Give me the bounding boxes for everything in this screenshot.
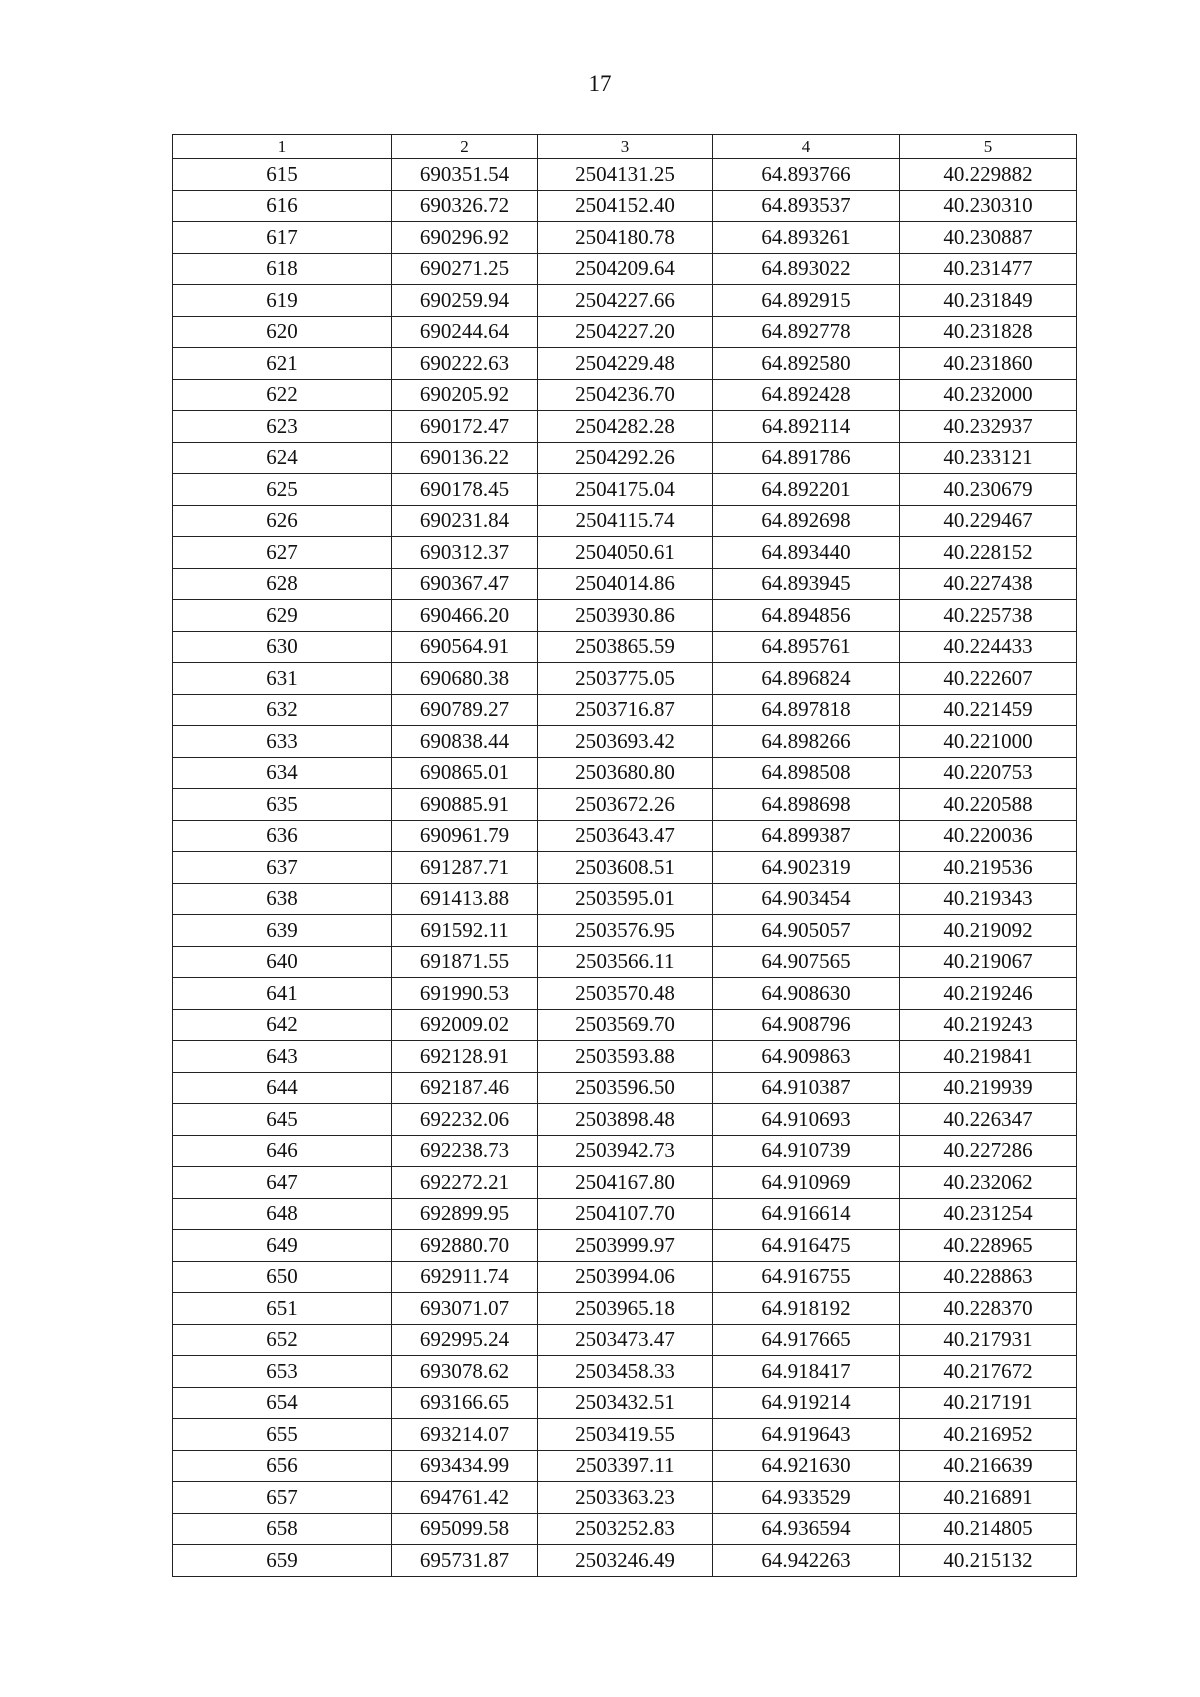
point-number-cell: 636 <box>173 820 392 852</box>
x-coordinate-cell: 692911.74 <box>392 1261 538 1293</box>
x-coordinate-cell: 690296.92 <box>392 222 538 254</box>
longitude-cell: 40.220753 <box>900 757 1077 789</box>
table-row <box>173 1450 1077 1482</box>
table-row <box>173 726 1077 758</box>
longitude-cell: 40.230679 <box>900 474 1077 506</box>
longitude-cell: 40.219343 <box>900 883 1077 915</box>
longitude-cell: 40.231477 <box>900 253 1077 285</box>
latitude-cell: 64.921630 <box>713 1450 900 1482</box>
point-number-cell: 617 <box>173 222 392 254</box>
x-coordinate-cell: 693071.07 <box>392 1293 538 1325</box>
longitude-cell: 40.221000 <box>900 726 1077 758</box>
y-coordinate-cell: 2503569.70 <box>538 1009 713 1041</box>
longitude-cell: 40.214805 <box>900 1513 1077 1545</box>
coordinates-table <box>172 134 1077 1577</box>
latitude-cell: 64.893945 <box>713 568 900 600</box>
longitude-cell: 40.217931 <box>900 1324 1077 1356</box>
point-number-cell: 639 <box>173 915 392 947</box>
latitude-cell: 64.933529 <box>713 1482 900 1514</box>
y-coordinate-cell: 2503608.51 <box>538 852 713 884</box>
y-coordinate-cell: 2503643.47 <box>538 820 713 852</box>
y-coordinate-cell: 2503680.80 <box>538 757 713 789</box>
latitude-cell: 64.891786 <box>713 442 900 474</box>
y-coordinate-cell: 2503693.42 <box>538 726 713 758</box>
longitude-cell: 40.216952 <box>900 1419 1077 1451</box>
latitude-cell: 64.892201 <box>713 474 900 506</box>
longitude-cell: 40.225738 <box>900 600 1077 632</box>
table-row <box>173 663 1077 695</box>
latitude-cell: 64.910693 <box>713 1104 900 1136</box>
y-coordinate-cell: 2504180.78 <box>538 222 713 254</box>
point-number-cell: 647 <box>173 1167 392 1199</box>
table-row <box>173 1387 1077 1419</box>
x-coordinate-cell: 693434.99 <box>392 1450 538 1482</box>
longitude-cell: 40.219246 <box>900 978 1077 1010</box>
latitude-cell: 64.916475 <box>713 1230 900 1262</box>
point-number-cell: 643 <box>173 1041 392 1073</box>
x-coordinate-cell: 691592.11 <box>392 915 538 947</box>
column-header-2: 2 <box>392 135 538 159</box>
longitude-cell: 40.217672 <box>900 1356 1077 1388</box>
point-number-cell: 658 <box>173 1513 392 1545</box>
y-coordinate-cell: 2503363.23 <box>538 1482 713 1514</box>
latitude-cell: 64.903454 <box>713 883 900 915</box>
point-number-cell: 659 <box>173 1545 392 1577</box>
y-coordinate-cell: 2503965.18 <box>538 1293 713 1325</box>
point-number-cell: 635 <box>173 789 392 821</box>
point-number-cell: 641 <box>173 978 392 1010</box>
table-row <box>173 379 1077 411</box>
x-coordinate-cell: 690789.27 <box>392 694 538 726</box>
longitude-cell: 40.219841 <box>900 1041 1077 1073</box>
latitude-cell: 64.936594 <box>713 1513 900 1545</box>
point-number-cell: 637 <box>173 852 392 884</box>
longitude-cell: 40.216891 <box>900 1482 1077 1514</box>
point-number-cell: 632 <box>173 694 392 726</box>
x-coordinate-cell: 692238.73 <box>392 1135 538 1167</box>
table-row <box>173 1135 1077 1167</box>
column-header-5: 5 <box>900 135 1077 159</box>
point-number-cell: 624 <box>173 442 392 474</box>
point-number-cell: 630 <box>173 631 392 663</box>
latitude-cell: 64.916755 <box>713 1261 900 1293</box>
x-coordinate-cell: 695099.58 <box>392 1513 538 1545</box>
y-coordinate-cell: 2503570.48 <box>538 978 713 1010</box>
longitude-cell: 40.230887 <box>900 222 1077 254</box>
longitude-cell: 40.224433 <box>900 631 1077 663</box>
latitude-cell: 64.892778 <box>713 316 900 348</box>
longitude-cell: 40.227438 <box>900 568 1077 600</box>
y-coordinate-cell: 2503672.26 <box>538 789 713 821</box>
latitude-cell: 64.909863 <box>713 1041 900 1073</box>
table-row <box>173 1230 1077 1262</box>
point-number-cell: 615 <box>173 159 392 191</box>
longitude-cell: 40.219092 <box>900 915 1077 947</box>
point-number-cell: 625 <box>173 474 392 506</box>
latitude-cell: 64.892580 <box>713 348 900 380</box>
table-row <box>173 1198 1077 1230</box>
x-coordinate-cell: 690244.64 <box>392 316 538 348</box>
y-coordinate-cell: 2504229.48 <box>538 348 713 380</box>
table-row <box>173 978 1077 1010</box>
x-coordinate-cell: 691287.71 <box>392 852 538 884</box>
table-row <box>173 915 1077 947</box>
point-number-cell: 633 <box>173 726 392 758</box>
x-coordinate-cell: 690961.79 <box>392 820 538 852</box>
longitude-cell: 40.231849 <box>900 285 1077 317</box>
x-coordinate-cell: 690885.91 <box>392 789 538 821</box>
point-number-cell: 656 <box>173 1450 392 1482</box>
y-coordinate-cell: 2503473.47 <box>538 1324 713 1356</box>
table-row <box>173 946 1077 978</box>
x-coordinate-cell: 690172.47 <box>392 411 538 443</box>
y-coordinate-cell: 2503566.11 <box>538 946 713 978</box>
x-coordinate-cell: 692187.46 <box>392 1072 538 1104</box>
point-number-cell: 618 <box>173 253 392 285</box>
x-coordinate-cell: 692899.95 <box>392 1198 538 1230</box>
table-row <box>173 631 1077 663</box>
table-row <box>173 789 1077 821</box>
table-row <box>173 600 1077 632</box>
longitude-cell: 40.227286 <box>900 1135 1077 1167</box>
latitude-cell: 64.919643 <box>713 1419 900 1451</box>
point-number-cell: 653 <box>173 1356 392 1388</box>
table-row <box>173 316 1077 348</box>
point-number-cell: 646 <box>173 1135 392 1167</box>
point-number-cell: 629 <box>173 600 392 632</box>
x-coordinate-cell: 690466.20 <box>392 600 538 632</box>
x-coordinate-cell: 690205.92 <box>392 379 538 411</box>
latitude-cell: 64.910969 <box>713 1167 900 1199</box>
column-header-1: 1 <box>173 135 392 159</box>
point-number-cell: 642 <box>173 1009 392 1041</box>
x-coordinate-cell: 690312.37 <box>392 537 538 569</box>
x-coordinate-cell: 692009.02 <box>392 1009 538 1041</box>
x-coordinate-cell: 693166.65 <box>392 1387 538 1419</box>
y-coordinate-cell: 2504227.66 <box>538 285 713 317</box>
table-row <box>173 1041 1077 1073</box>
x-coordinate-cell: 693214.07 <box>392 1419 538 1451</box>
x-coordinate-cell: 695731.87 <box>392 1545 538 1577</box>
y-coordinate-cell: 2504014.86 <box>538 568 713 600</box>
latitude-cell: 64.892915 <box>713 285 900 317</box>
longitude-cell: 40.217191 <box>900 1387 1077 1419</box>
latitude-cell: 64.893261 <box>713 222 900 254</box>
table-body <box>173 159 1077 1577</box>
latitude-cell: 64.910739 <box>713 1135 900 1167</box>
point-number-cell: 616 <box>173 190 392 222</box>
point-number-cell: 655 <box>173 1419 392 1451</box>
latitude-cell: 64.893440 <box>713 537 900 569</box>
table-row <box>173 883 1077 915</box>
longitude-cell: 40.228965 <box>900 1230 1077 1262</box>
longitude-cell: 40.228863 <box>900 1261 1077 1293</box>
latitude-cell: 64.918192 <box>713 1293 900 1325</box>
longitude-cell: 40.228152 <box>900 537 1077 569</box>
y-coordinate-cell: 2503930.86 <box>538 600 713 632</box>
latitude-cell: 64.905057 <box>713 915 900 947</box>
table-row <box>173 1009 1077 1041</box>
y-coordinate-cell: 2503252.83 <box>538 1513 713 1545</box>
longitude-cell: 40.219536 <box>900 852 1077 884</box>
longitude-cell: 40.231254 <box>900 1198 1077 1230</box>
longitude-cell: 40.222607 <box>900 663 1077 695</box>
table-row <box>173 411 1077 443</box>
latitude-cell: 64.892428 <box>713 379 900 411</box>
point-number-cell: 648 <box>173 1198 392 1230</box>
table-row <box>173 537 1077 569</box>
point-number-cell: 654 <box>173 1387 392 1419</box>
y-coordinate-cell: 2504050.61 <box>538 537 713 569</box>
latitude-cell: 64.893022 <box>713 253 900 285</box>
y-coordinate-cell: 2503596.50 <box>538 1072 713 1104</box>
latitude-cell: 64.899387 <box>713 820 900 852</box>
point-number-cell: 626 <box>173 505 392 537</box>
x-coordinate-cell: 690838.44 <box>392 726 538 758</box>
longitude-cell: 40.215132 <box>900 1545 1077 1577</box>
latitude-cell: 64.897818 <box>713 694 900 726</box>
y-coordinate-cell: 2503246.49 <box>538 1545 713 1577</box>
table-row <box>173 1419 1077 1451</box>
table-row <box>173 1324 1077 1356</box>
point-number-cell: 628 <box>173 568 392 600</box>
y-coordinate-cell: 2503595.01 <box>538 883 713 915</box>
table-row <box>173 1545 1077 1577</box>
x-coordinate-cell: 691413.88 <box>392 883 538 915</box>
longitude-cell: 40.226347 <box>900 1104 1077 1136</box>
page-number: 17 <box>588 71 612 96</box>
y-coordinate-cell: 2504131.25 <box>538 159 713 191</box>
point-number-cell: 652 <box>173 1324 392 1356</box>
latitude-cell: 64.892114 <box>713 411 900 443</box>
table-row <box>173 348 1077 380</box>
table-row <box>173 222 1077 254</box>
latitude-cell: 64.917665 <box>713 1324 900 1356</box>
latitude-cell: 64.908630 <box>713 978 900 1010</box>
latitude-cell: 64.893537 <box>713 190 900 222</box>
point-number-cell: 657 <box>173 1482 392 1514</box>
point-number-cell: 640 <box>173 946 392 978</box>
point-number-cell: 645 <box>173 1104 392 1136</box>
longitude-cell: 40.231828 <box>900 316 1077 348</box>
point-number-cell: 650 <box>173 1261 392 1293</box>
latitude-cell: 64.907565 <box>713 946 900 978</box>
point-number-cell: 627 <box>173 537 392 569</box>
latitude-cell: 64.898508 <box>713 757 900 789</box>
header-row <box>173 135 1077 159</box>
point-number-cell: 621 <box>173 348 392 380</box>
table-row <box>173 1513 1077 1545</box>
latitude-cell: 64.919214 <box>713 1387 900 1419</box>
table-row <box>173 1072 1077 1104</box>
x-coordinate-cell: 691990.53 <box>392 978 538 1010</box>
longitude-cell: 40.232000 <box>900 379 1077 411</box>
longitude-cell: 40.233121 <box>900 442 1077 474</box>
x-coordinate-cell: 690865.01 <box>392 757 538 789</box>
latitude-cell: 64.916614 <box>713 1198 900 1230</box>
latitude-cell: 64.908796 <box>713 1009 900 1041</box>
x-coordinate-cell: 690271.25 <box>392 253 538 285</box>
y-coordinate-cell: 2503994.06 <box>538 1261 713 1293</box>
table-row <box>173 694 1077 726</box>
table-row <box>173 159 1077 191</box>
x-coordinate-cell: 692232.06 <box>392 1104 538 1136</box>
x-coordinate-cell: 690367.47 <box>392 568 538 600</box>
table-row <box>173 1482 1077 1514</box>
y-coordinate-cell: 2504107.70 <box>538 1198 713 1230</box>
y-coordinate-cell: 2504227.20 <box>538 316 713 348</box>
column-header-3: 3 <box>538 135 713 159</box>
y-coordinate-cell: 2503419.55 <box>538 1419 713 1451</box>
longitude-cell: 40.220588 <box>900 789 1077 821</box>
table-row <box>173 442 1077 474</box>
latitude-cell: 64.896824 <box>713 663 900 695</box>
y-coordinate-cell: 2504115.74 <box>538 505 713 537</box>
table-header <box>173 135 1077 159</box>
table-row <box>173 757 1077 789</box>
x-coordinate-cell: 692995.24 <box>392 1324 538 1356</box>
table-row <box>173 253 1077 285</box>
longitude-cell: 40.228370 <box>900 1293 1077 1325</box>
longitude-cell: 40.219939 <box>900 1072 1077 1104</box>
y-coordinate-cell: 2504209.64 <box>538 253 713 285</box>
y-coordinate-cell: 2504152.40 <box>538 190 713 222</box>
longitude-cell: 40.232937 <box>900 411 1077 443</box>
latitude-cell: 64.918417 <box>713 1356 900 1388</box>
y-coordinate-cell: 2503942.73 <box>538 1135 713 1167</box>
longitude-cell: 40.229882 <box>900 159 1077 191</box>
y-coordinate-cell: 2504167.80 <box>538 1167 713 1199</box>
y-coordinate-cell: 2503898.48 <box>538 1104 713 1136</box>
y-coordinate-cell: 2503999.97 <box>538 1230 713 1262</box>
x-coordinate-cell: 690326.72 <box>392 190 538 222</box>
table-row <box>173 505 1077 537</box>
x-coordinate-cell: 690564.91 <box>392 631 538 663</box>
x-coordinate-cell: 690231.84 <box>392 505 538 537</box>
table-row <box>173 820 1077 852</box>
point-number-cell: 651 <box>173 1293 392 1325</box>
table-row <box>173 852 1077 884</box>
longitude-cell: 40.216639 <box>900 1450 1077 1482</box>
latitude-cell: 64.898698 <box>713 789 900 821</box>
latitude-cell: 64.898266 <box>713 726 900 758</box>
longitude-cell: 40.232062 <box>900 1167 1077 1199</box>
x-coordinate-cell: 692272.21 <box>392 1167 538 1199</box>
x-coordinate-cell: 693078.62 <box>392 1356 538 1388</box>
point-number-cell: 631 <box>173 663 392 695</box>
x-coordinate-cell: 692880.70 <box>392 1230 538 1262</box>
y-coordinate-cell: 2503593.88 <box>538 1041 713 1073</box>
x-coordinate-cell: 692128.91 <box>392 1041 538 1073</box>
point-number-cell: 649 <box>173 1230 392 1262</box>
longitude-cell: 40.221459 <box>900 694 1077 726</box>
table-row <box>173 1104 1077 1136</box>
table-row <box>173 1356 1077 1388</box>
y-coordinate-cell: 2503716.87 <box>538 694 713 726</box>
latitude-cell: 64.892698 <box>713 505 900 537</box>
table-row <box>173 1167 1077 1199</box>
y-coordinate-cell: 2503576.95 <box>538 915 713 947</box>
latitude-cell: 64.895761 <box>713 631 900 663</box>
latitude-cell: 64.902319 <box>713 852 900 884</box>
point-number-cell: 644 <box>173 1072 392 1104</box>
x-coordinate-cell: 690178.45 <box>392 474 538 506</box>
x-coordinate-cell: 690222.63 <box>392 348 538 380</box>
column-header-4: 4 <box>713 135 900 159</box>
table-row <box>173 1293 1077 1325</box>
longitude-cell: 40.229467 <box>900 505 1077 537</box>
table-row <box>173 285 1077 317</box>
point-number-cell: 622 <box>173 379 392 411</box>
y-coordinate-cell: 2504292.26 <box>538 442 713 474</box>
x-coordinate-cell: 694761.42 <box>392 1482 538 1514</box>
table-row <box>173 474 1077 506</box>
y-coordinate-cell: 2503432.51 <box>538 1387 713 1419</box>
point-number-cell: 620 <box>173 316 392 348</box>
table-row <box>173 568 1077 600</box>
y-coordinate-cell: 2503865.59 <box>538 631 713 663</box>
latitude-cell: 64.893766 <box>713 159 900 191</box>
x-coordinate-cell: 690259.94 <box>392 285 538 317</box>
table-row <box>173 190 1077 222</box>
y-coordinate-cell: 2504282.28 <box>538 411 713 443</box>
latitude-cell: 64.894856 <box>713 600 900 632</box>
longitude-cell: 40.219067 <box>900 946 1077 978</box>
x-coordinate-cell: 690351.54 <box>392 159 538 191</box>
y-coordinate-cell: 2504236.70 <box>538 379 713 411</box>
point-number-cell: 634 <box>173 757 392 789</box>
y-coordinate-cell: 2503397.11 <box>538 1450 713 1482</box>
x-coordinate-cell: 690680.38 <box>392 663 538 695</box>
table-row <box>173 1261 1077 1293</box>
latitude-cell: 64.910387 <box>713 1072 900 1104</box>
x-coordinate-cell: 691871.55 <box>392 946 538 978</box>
point-number-cell: 619 <box>173 285 392 317</box>
x-coordinate-cell: 690136.22 <box>392 442 538 474</box>
longitude-cell: 40.220036 <box>900 820 1077 852</box>
y-coordinate-cell: 2503775.05 <box>538 663 713 695</box>
y-coordinate-cell: 2504175.04 <box>538 474 713 506</box>
point-number-cell: 638 <box>173 883 392 915</box>
longitude-cell: 40.230310 <box>900 190 1077 222</box>
longitude-cell: 40.231860 <box>900 348 1077 380</box>
point-number-cell: 623 <box>173 411 392 443</box>
longitude-cell: 40.219243 <box>900 1009 1077 1041</box>
latitude-cell: 64.942263 <box>713 1545 900 1577</box>
y-coordinate-cell: 2503458.33 <box>538 1356 713 1388</box>
